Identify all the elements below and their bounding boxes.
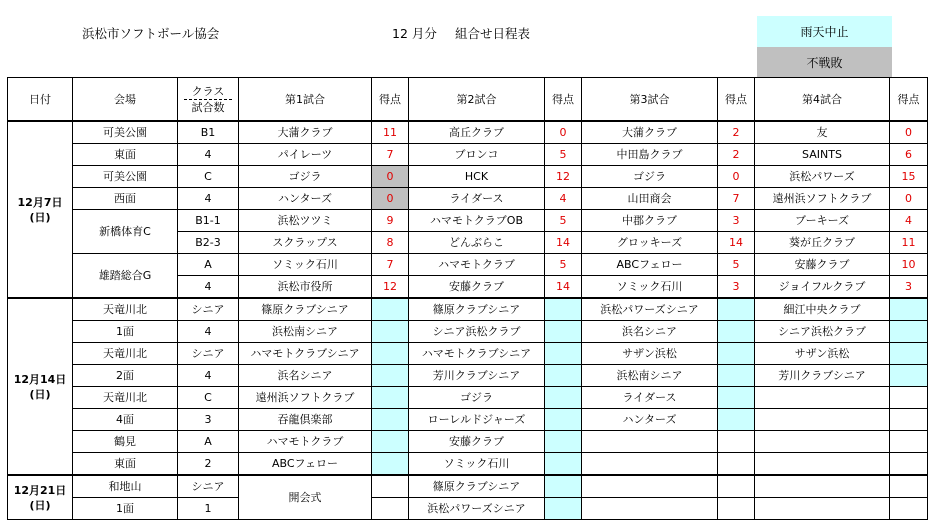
score3-cell: 2	[718, 144, 755, 166]
match3-team: 浜松パワーズシニア	[582, 298, 718, 321]
date-label: 12月14日	[13, 372, 67, 386]
col-score3: 得点	[718, 78, 755, 122]
match4-team: 遠州浜ソフトクラブ	[755, 188, 890, 210]
table-row	[8, 188, 928, 210]
col-date: 日付	[8, 78, 73, 122]
col-score1: 得点	[372, 78, 409, 122]
match4-team: シニア浜松クラブ	[755, 321, 890, 343]
score2-cell	[545, 431, 582, 453]
table-row	[8, 144, 928, 166]
score1-cell	[372, 475, 409, 498]
match1-team: 吞龍倶楽部	[239, 409, 372, 431]
table-row	[8, 387, 928, 409]
score2-cell	[545, 365, 582, 387]
match1-team: ソミック石川	[239, 254, 372, 276]
legend-rain-cancel-label: 雨天中止	[800, 25, 849, 39]
score2-cell: 12	[545, 166, 582, 188]
match3-team: 中田島クラブ	[582, 144, 718, 166]
date-label: 12月21日	[13, 483, 67, 497]
legend-forfeit-label: 不戦敗	[806, 56, 843, 70]
match2-team: 高丘クラブ	[409, 121, 545, 144]
match2-team: 篠原クラブシニア	[409, 298, 545, 321]
score2-cell	[545, 321, 582, 343]
score3-cell	[718, 409, 755, 431]
match2-team: 篠原クラブシニア	[409, 475, 545, 498]
match3-team	[582, 453, 718, 476]
match2-team: ライダース	[409, 188, 545, 210]
match1-team: 開会式	[239, 475, 372, 520]
match2-team: シニア浜松クラブ	[409, 321, 545, 343]
date-cell-dec21	[8, 475, 73, 520]
venue-cell: 可美公園	[73, 166, 178, 188]
score2-cell	[545, 298, 582, 321]
page-title: 組合せ日程表	[455, 26, 531, 41]
score3-cell	[718, 387, 755, 409]
match2-team: ゴジラ	[409, 387, 545, 409]
match3-team: 浜松南シニア	[582, 365, 718, 387]
score3-cell: 7	[718, 188, 755, 210]
score1-cell: 8	[372, 232, 409, 254]
score1-cell	[372, 387, 409, 409]
match1-team: ハマモトクラブ	[239, 431, 372, 453]
col-score4: 得点	[890, 78, 928, 122]
match2-team: 安藤クラブ	[409, 431, 545, 453]
score3-cell	[718, 343, 755, 365]
score3-cell	[718, 453, 755, 476]
score4-cell	[890, 387, 928, 409]
class-cell: 4	[178, 321, 239, 343]
match2-team: HCK	[409, 166, 545, 188]
table-row	[8, 498, 928, 520]
score1-cell: 7	[372, 254, 409, 276]
weekday-label: (日)	[29, 498, 51, 512]
match1-team: 遠州浜ソフトクラブ	[239, 387, 372, 409]
score3-cell	[718, 365, 755, 387]
class-cell: シニア	[178, 475, 239, 498]
score3-cell	[718, 475, 755, 498]
match1-team: 浜松市役所	[239, 276, 372, 299]
score1-cell	[372, 498, 409, 520]
score4-cell: 15	[890, 166, 928, 188]
match4-team: ジョイフルクラブ	[755, 276, 890, 299]
score1-cell: 11	[372, 121, 409, 144]
match4-team: サザン浜松	[755, 343, 890, 365]
col-match1: 第1試合	[239, 78, 372, 122]
venue-cell: 鶴見	[73, 431, 178, 453]
header-row	[8, 78, 928, 122]
score3-cell	[718, 498, 755, 520]
match4-team	[755, 498, 890, 520]
match3-team: ソミック石川	[582, 276, 718, 299]
match2-team: どんぶらこ	[409, 232, 545, 254]
score1-cell: 9	[372, 210, 409, 232]
venue-cell: 東面	[73, 144, 178, 166]
match3-team: 大蒲クラブ	[582, 121, 718, 144]
match2-team: ローレルドジャーズ	[409, 409, 545, 431]
match3-team: ゴジラ	[582, 166, 718, 188]
venue-cell: 4面	[73, 409, 178, 431]
venue-cell: 可美公園	[73, 121, 178, 144]
score2-cell	[545, 453, 582, 476]
score1-cell	[372, 365, 409, 387]
score4-cell: 11	[890, 232, 928, 254]
table-row	[8, 321, 928, 343]
venue-cell: 2面	[73, 365, 178, 387]
score1-cell: 12	[372, 276, 409, 299]
match4-team	[755, 387, 890, 409]
match4-team	[755, 475, 890, 498]
match2-team: ハマモトクラブ	[409, 254, 545, 276]
score4-cell: 10	[890, 254, 928, 276]
score1-cell	[372, 453, 409, 476]
venue-cell: 天竜川北	[73, 387, 178, 409]
venue-cell: 雄踏総合G	[73, 254, 178, 299]
association-name: 浜松市ソフトボール協会	[82, 26, 220, 41]
match3-team: 浜名シニア	[582, 321, 718, 343]
score2-cell	[545, 343, 582, 365]
score2-cell: 14	[545, 232, 582, 254]
match3-team	[582, 431, 718, 453]
score2-cell: 5	[545, 210, 582, 232]
match2-team: ソミック石川	[409, 453, 545, 476]
venue-cell: 新橋体育C	[73, 210, 178, 254]
venue-cell: 天竜川北	[73, 343, 178, 365]
match3-team: 山田商会	[582, 188, 718, 210]
table-row	[8, 166, 928, 188]
match1-team: 大蒲クラブ	[239, 121, 372, 144]
match3-team: ハンターズ	[582, 409, 718, 431]
venue-cell: 1面	[73, 498, 178, 520]
score1-cell: 0	[372, 166, 409, 188]
score1-cell	[372, 431, 409, 453]
score4-cell: 4	[890, 210, 928, 232]
score1-cell	[372, 298, 409, 321]
table-row	[8, 121, 928, 144]
score4-cell	[890, 298, 928, 321]
match4-team: 友	[755, 121, 890, 144]
score1-cell: 7	[372, 144, 409, 166]
legend-rain-cancel	[757, 16, 892, 47]
score4-cell	[890, 409, 928, 431]
score2-cell	[545, 475, 582, 498]
match2-team: 浜松パワーズシニア	[409, 498, 545, 520]
score3-cell: 3	[718, 210, 755, 232]
match3-team: ライダース	[582, 387, 718, 409]
col-class	[178, 78, 239, 122]
match4-team: ブーキーズ	[755, 210, 890, 232]
match4-team: SAINTS	[755, 144, 890, 166]
class-cell: シニア	[178, 343, 239, 365]
match2-team: ハマモトクラブシニア	[409, 343, 545, 365]
score2-cell: 5	[545, 254, 582, 276]
score3-cell: 0	[718, 166, 755, 188]
schedule-table	[7, 77, 928, 520]
match2-team: ハマモトクラブOB	[409, 210, 545, 232]
weekday-label: (日)	[29, 210, 51, 224]
score1-cell	[372, 343, 409, 365]
score3-cell	[718, 298, 755, 321]
date-label: 12月7日	[17, 195, 63, 209]
venue-cell: 和地山	[73, 475, 178, 498]
match1-team: 浜松南シニア	[239, 321, 372, 343]
class-cell: 1	[178, 498, 239, 520]
score2-cell: 5	[545, 144, 582, 166]
class-cell: シニア	[178, 298, 239, 321]
month-label: 12 月分	[392, 26, 437, 41]
score2-cell: 14	[545, 276, 582, 299]
score1-cell: 0	[372, 188, 409, 210]
score3-cell: 5	[718, 254, 755, 276]
score3-cell: 3	[718, 276, 755, 299]
class-cell: 4	[178, 144, 239, 166]
score3-cell	[718, 321, 755, 343]
table-row	[8, 254, 928, 276]
legend-forfeit	[757, 47, 892, 78]
match1-team: 篠原クラブシニア	[239, 298, 372, 321]
score4-cell	[890, 453, 928, 476]
col-match4: 第4試合	[755, 78, 890, 122]
score4-cell: 3	[890, 276, 928, 299]
score3-cell: 2	[718, 121, 755, 144]
score2-cell	[545, 387, 582, 409]
score4-cell	[890, 431, 928, 453]
weekday-label: (日)	[29, 387, 51, 401]
match3-team	[582, 498, 718, 520]
table-row	[8, 210, 928, 232]
class-cell: 2	[178, 453, 239, 476]
col-match2: 第2試合	[409, 78, 545, 122]
col-match3: 第3試合	[582, 78, 718, 122]
score2-cell: 4	[545, 188, 582, 210]
col-class-top: クラス	[184, 84, 232, 100]
date-cell-dec7	[8, 121, 73, 298]
class-cell: 4	[178, 365, 239, 387]
match2-team: 安藤クラブ	[409, 276, 545, 299]
match1-team: ゴジラ	[239, 166, 372, 188]
class-cell: B1-1	[178, 210, 239, 232]
match3-team: 中郡クラブ	[582, 210, 718, 232]
class-cell: B2-3	[178, 232, 239, 254]
score4-cell: 0	[890, 121, 928, 144]
match3-team	[582, 475, 718, 498]
match1-team: スクラップス	[239, 232, 372, 254]
score4-cell: 0	[890, 188, 928, 210]
score4-cell: 6	[890, 144, 928, 166]
score3-cell	[718, 431, 755, 453]
class-cell: 4	[178, 276, 239, 299]
match2-team: 芳川クラブシニア	[409, 365, 545, 387]
table-row	[8, 475, 928, 498]
match4-team: 浜松パワーズ	[755, 166, 890, 188]
class-cell: C	[178, 166, 239, 188]
venue-cell: 西面	[73, 188, 178, 210]
match4-team	[755, 453, 890, 476]
score2-cell	[545, 498, 582, 520]
match2-team: ブロンコ	[409, 144, 545, 166]
match4-team: 安藤クラブ	[755, 254, 890, 276]
score2-cell: 0	[545, 121, 582, 144]
score4-cell	[890, 498, 928, 520]
match1-team: ハンターズ	[239, 188, 372, 210]
score3-cell: 14	[718, 232, 755, 254]
table-row	[8, 453, 928, 476]
match4-team: 葵が丘クラブ	[755, 232, 890, 254]
class-cell: B1	[178, 121, 239, 144]
match3-team: サザン浜松	[582, 343, 718, 365]
score4-cell	[890, 475, 928, 498]
match4-team	[755, 409, 890, 431]
score2-cell	[545, 409, 582, 431]
score4-cell	[890, 365, 928, 387]
class-cell: A	[178, 254, 239, 276]
venue-cell: 天竜川北	[73, 298, 178, 321]
score4-cell	[890, 321, 928, 343]
table-row	[8, 431, 928, 453]
match1-team: 浜名シニア	[239, 365, 372, 387]
score1-cell	[372, 321, 409, 343]
match1-team: 浜松ツツミ	[239, 210, 372, 232]
class-cell: 3	[178, 409, 239, 431]
match3-team: ABCフェロー	[582, 254, 718, 276]
match4-team: 細江中央クラブ	[755, 298, 890, 321]
table-row	[8, 298, 928, 321]
col-venue: 会場	[73, 78, 178, 122]
date-cell-dec14	[8, 298, 73, 475]
class-cell: A	[178, 431, 239, 453]
match1-team: パイレーツ	[239, 144, 372, 166]
score1-cell	[372, 409, 409, 431]
match3-team: グロッキーズ	[582, 232, 718, 254]
col-class-bottom: 試合数	[191, 100, 225, 114]
match1-team: ハマモトクラブシニア	[239, 343, 372, 365]
venue-cell: 東面	[73, 453, 178, 476]
col-score2: 得点	[545, 78, 582, 122]
venue-cell: 1面	[73, 321, 178, 343]
table-row	[8, 365, 928, 387]
match4-team: 芳川クラブシニア	[755, 365, 890, 387]
table-row	[8, 409, 928, 431]
score4-cell	[890, 343, 928, 365]
match4-team	[755, 431, 890, 453]
table-row	[8, 343, 928, 365]
class-cell: 4	[178, 188, 239, 210]
class-cell: C	[178, 387, 239, 409]
match1-team: ABCフェロー	[239, 453, 372, 476]
